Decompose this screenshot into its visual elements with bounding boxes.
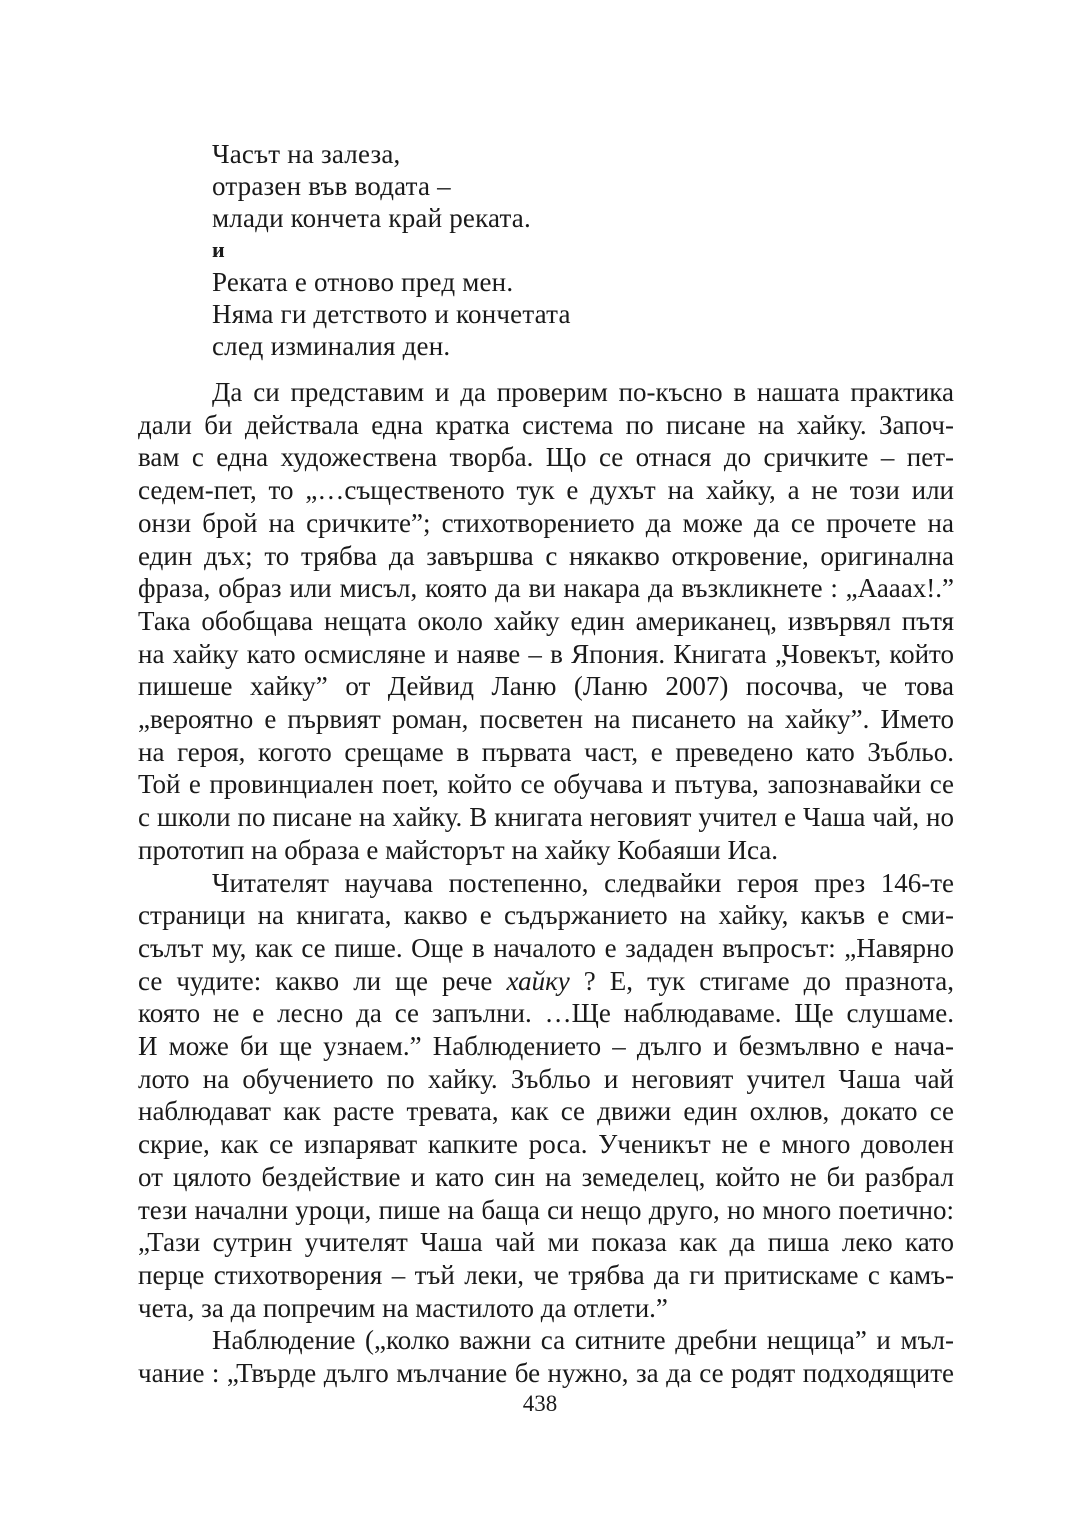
- text-line: прототип на образа е майсторът на хайку Кобаяши Иса.: [138, 834, 779, 865]
- text-line: Наблюдение („колко важни са ситните дребни нещица” и мъл-: [212, 1325, 954, 1356]
- poem-line: отразен във водата –: [212, 171, 451, 201]
- text-segment: се чудите: какво ли ще рече: [138, 965, 507, 996]
- text-line: на героя, когото срещаме в първата част, е преведено като Зъбльо.: [138, 736, 954, 767]
- poem-line: Реката е отново пред мен.: [212, 267, 514, 297]
- text-line: Така обобщава нещата около хайку един американец, извървял пътя: [138, 605, 954, 636]
- italic-term: хайку: [506, 965, 570, 996]
- text-line: страници на книгата, какво е съдържанието на хайку, какъв е сми-: [138, 900, 954, 931]
- text-line: пишеше хайку” от Дейвид Ланю (Ланю 2007) посочва, че това: [138, 671, 954, 702]
- text-line: перце стихотворения – тъй леки, че трябва да ги притискаме с камъ-: [138, 1259, 954, 1290]
- text-line: чание : „Твърде дълго мълчание бе нужно, за да се родят подходящите: [138, 1358, 954, 1389]
- page-number: 438: [522, 1391, 558, 1416]
- text-line: Той е провинциален поет, който се обучава и пътува, запознавайки се: [138, 769, 954, 800]
- text-line: Да си представим и да проверим по-късно в нашата практика: [212, 377, 954, 407]
- text-line: лото на обучението по хайку. Зъбльо и неговият учител Чаша чай: [138, 1063, 954, 1094]
- poem-line: Няма ги детството и кончетата: [212, 299, 571, 329]
- poem-line: Часът на залеза,: [212, 139, 401, 169]
- text-line: от цялото бездействие и като син на земеделец, който не би разбрал: [138, 1161, 954, 1192]
- body-text: [138, 376, 954, 1390]
- text-line: която не е лесно да се запълни. …Ще наблюдаваме. Ще слушаме.: [138, 998, 954, 1029]
- text-line: наблюдават как расте тревата, как се движи един охлюв, докато се: [138, 1096, 954, 1127]
- poem-line: след изминалия ден.: [212, 331, 451, 361]
- poem-conjunction: и: [212, 237, 225, 262]
- text-line: тези начални уроци, пише на баща си нещо друго, но много поетично:: [138, 1194, 954, 1225]
- text-line: „вероятно е първият роман, посветен на писането на хайку”. Името: [138, 704, 954, 735]
- text-line: вам с една художествена творба. Що се отнася до сричките – пет-: [138, 442, 954, 473]
- text-line: дали би действала една кратка система по писане на хайку. Започ-: [138, 409, 954, 440]
- text-line: на хайку като осмисляне и наяве – в Япония. Книгата „Човекът, който: [138, 638, 954, 669]
- text-line: И може би ще узнаем.” Наблюдението – дълго и безмълвно е нача-: [138, 1031, 954, 1062]
- text-line: с школи по писане на хайку. В книгата неговият учител е Чаша чай, но: [138, 802, 954, 833]
- page-body: [138, 138, 954, 1390]
- text-line: „Тази сутрин учителят Чаша чай ми показа как да пиша леко като: [138, 1227, 954, 1258]
- text-line: скрие, как се изпаряват капките роса. Ученикът не е много доволен: [138, 1129, 954, 1160]
- text-line-with-italic: [138, 965, 954, 998]
- text-line: онзи брой на сричките”; стихотворението да може да се прочете на: [138, 507, 954, 538]
- text-line: Читателят научава постепенно, следвайки героя през 146-те: [212, 867, 954, 898]
- text-segment: ? Е, тук стигаме до празнота,: [569, 965, 954, 996]
- poem-line: млади кончета край реката.: [212, 203, 531, 233]
- text-line: сълът му, как се пише. Още в началото е зададен въпросът: „Навярно: [138, 932, 954, 963]
- text-line: един дъх; то трябва да завършва с някакво откровение, оригинална: [138, 540, 954, 571]
- haiku-poem: [212, 138, 954, 362]
- text-line: чета, за да попречим на мастилото да отлети.”: [138, 1292, 668, 1323]
- text-line: седем-пет, то „…същественото тук е духът на хайку, а не този или: [138, 475, 954, 506]
- text-line: фраза, образ или мисъл, която да ви накара да възкликнете : „Ааааx!.”: [138, 573, 954, 604]
